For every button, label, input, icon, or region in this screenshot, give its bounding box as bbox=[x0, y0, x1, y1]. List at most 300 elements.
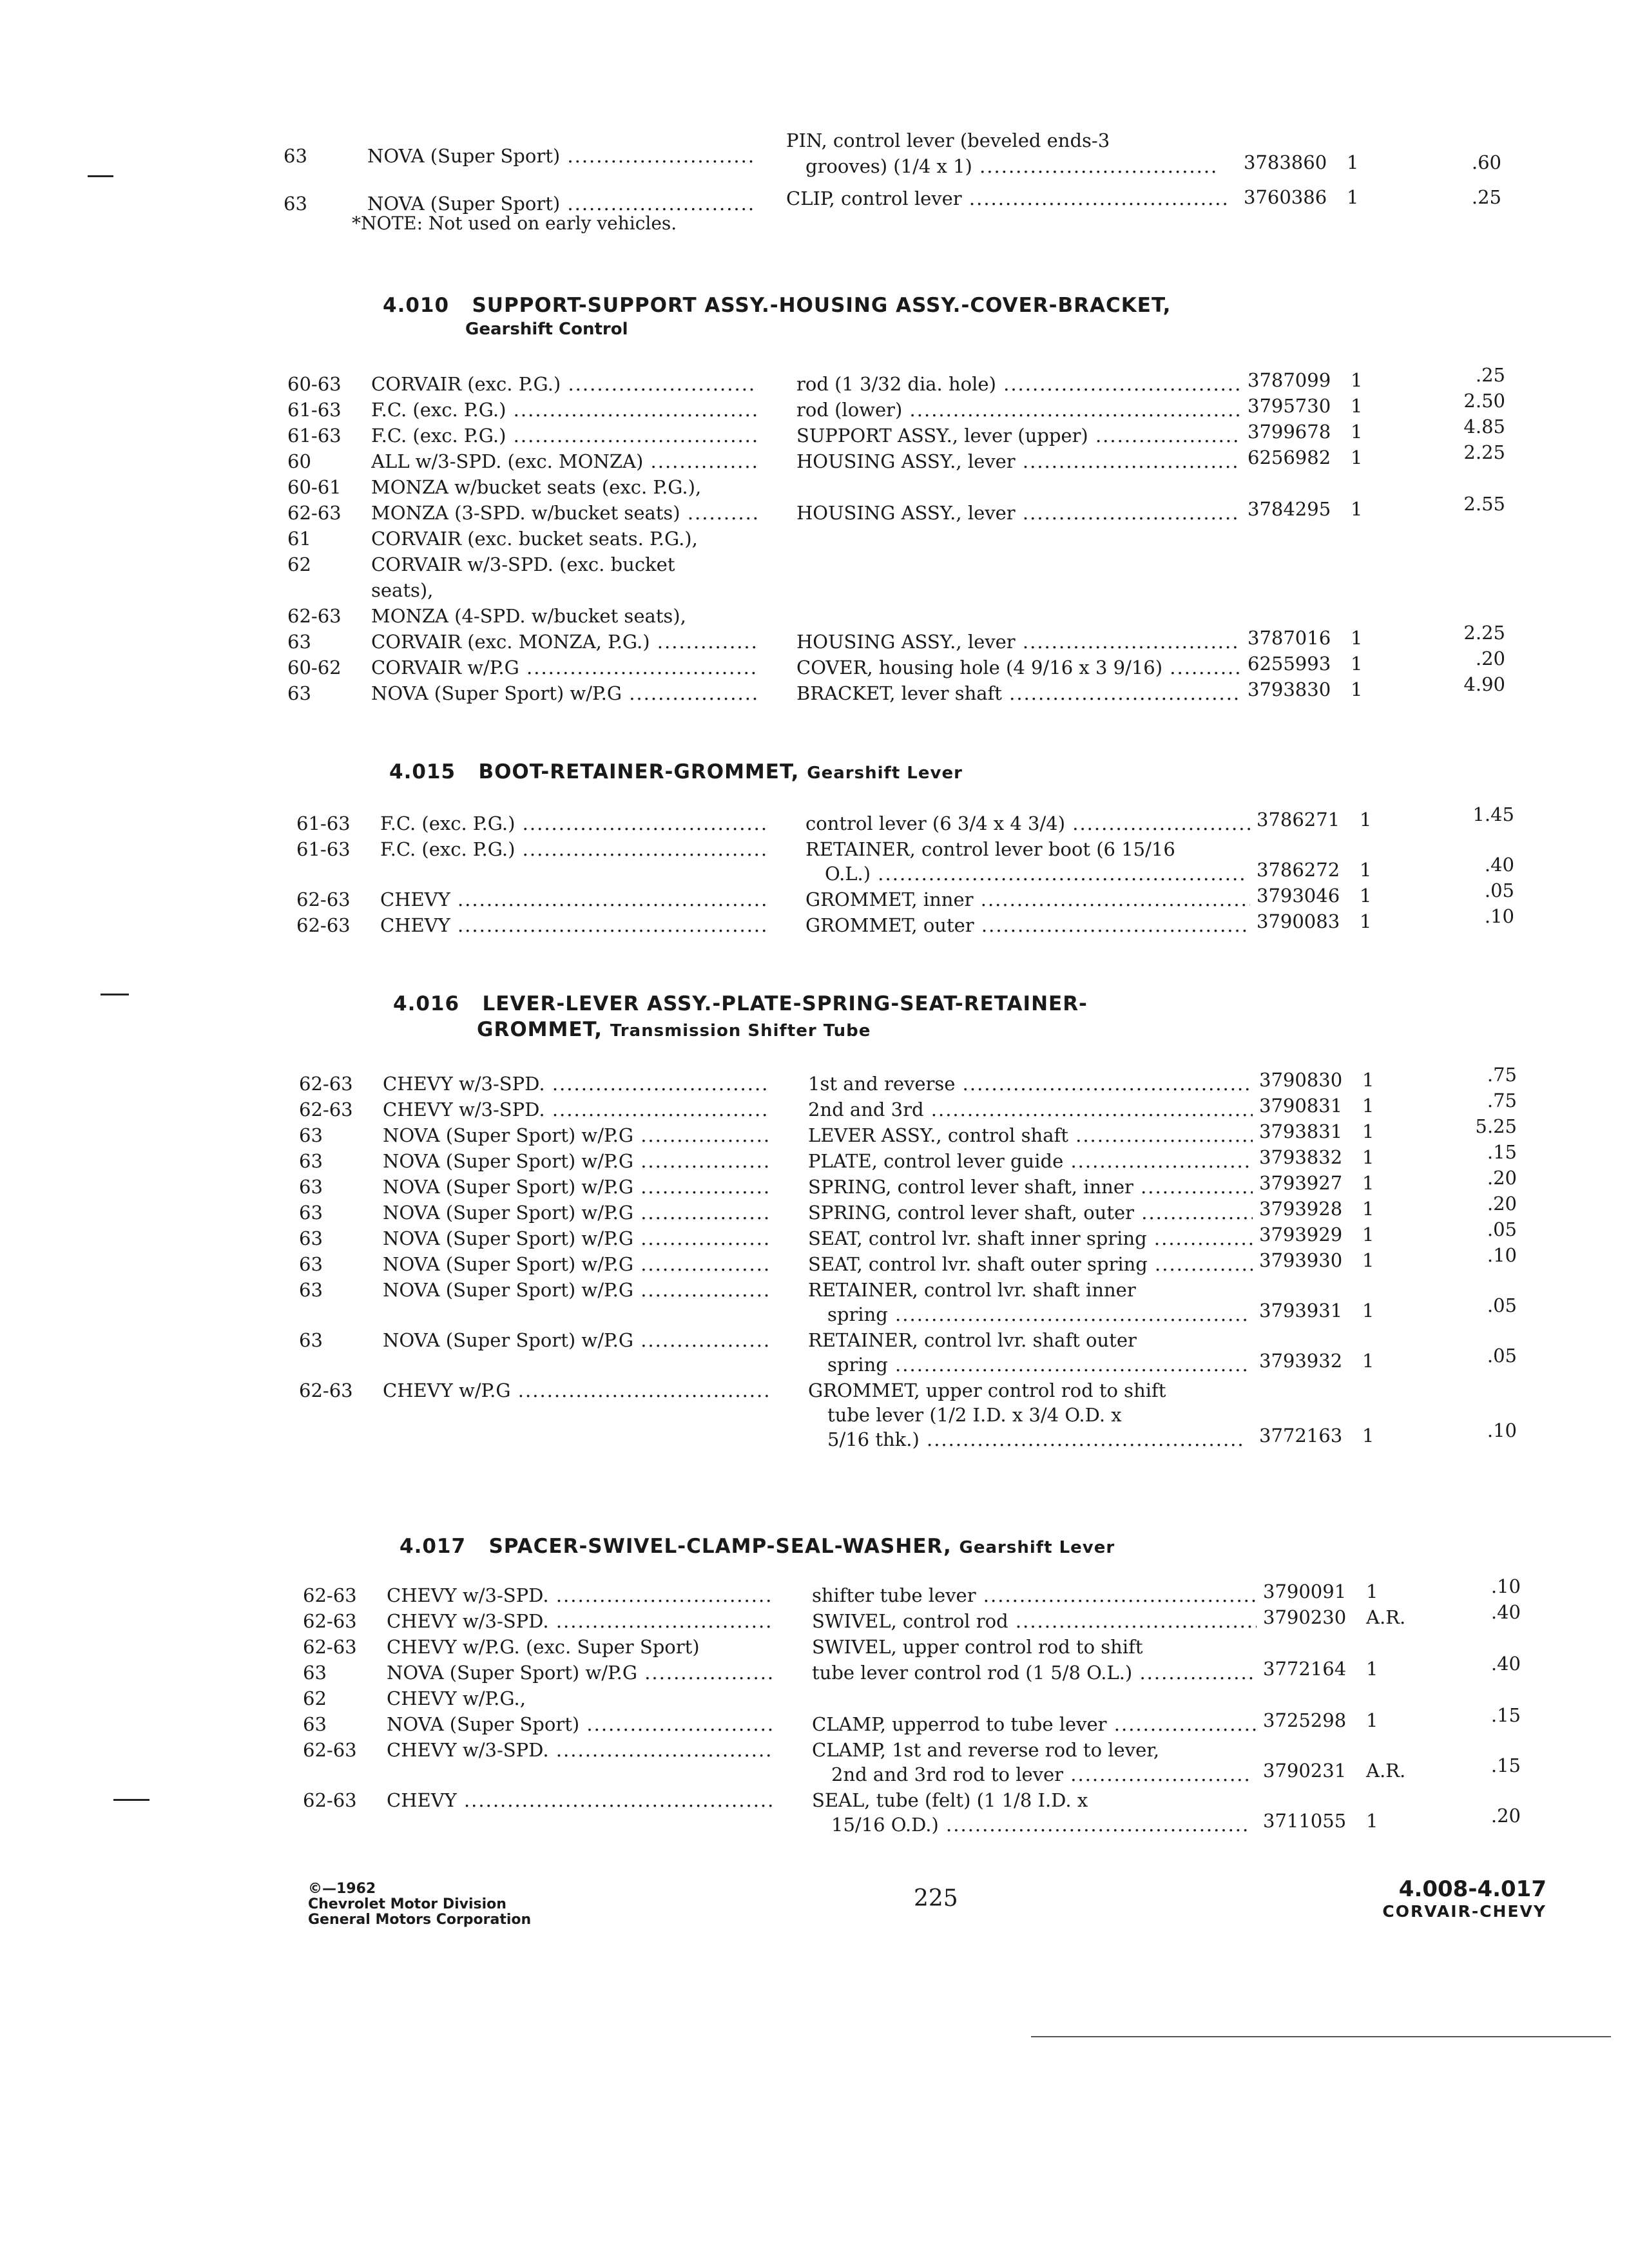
year-cell: 63 bbox=[299, 1227, 323, 1249]
year-cell: 63 bbox=[299, 1124, 323, 1146]
part-number-cell: 3790830 bbox=[1259, 1069, 1343, 1091]
part-number-cell: 3784295 bbox=[1248, 498, 1331, 520]
parts-row bbox=[299, 1277, 1523, 1325]
price-cell: .10 bbox=[1487, 1419, 1517, 1441]
part-number-cell: 3790831 bbox=[1259, 1095, 1343, 1117]
year-cell: 62-63 bbox=[303, 1636, 357, 1658]
description-cell bbox=[808, 1327, 1253, 1353]
application-text: CHEVY w/P.G bbox=[383, 1379, 511, 1401]
year-cell: 63 bbox=[299, 1176, 323, 1198]
year-cell: 60-61 bbox=[287, 476, 342, 498]
price-cell: .75 bbox=[1487, 1064, 1517, 1086]
part-number-cell: 3799678 bbox=[1248, 421, 1331, 443]
parts-row bbox=[303, 1704, 1527, 1737]
application-text: CHEVY w/3-SPD. bbox=[383, 1099, 545, 1120]
year-cell: 61-63 bbox=[287, 425, 342, 447]
application-text: seats), bbox=[371, 579, 434, 601]
scan-mark bbox=[101, 994, 129, 995]
year-cell: 62-63 bbox=[287, 605, 342, 627]
price-cell: .40 bbox=[1490, 1601, 1521, 1623]
price-cell: .20 bbox=[1490, 1805, 1521, 1827]
section-number: 4.015 bbox=[389, 760, 456, 783]
quantity-cell: 1 bbox=[1360, 809, 1372, 831]
quantity-cell: 1 bbox=[1362, 1146, 1374, 1168]
description-cell bbox=[812, 1608, 1257, 1634]
description-text: SEAT, control lvr. shaft inner spring bbox=[808, 1227, 1147, 1249]
description-text: HOUSING ASSY., lever bbox=[796, 631, 1016, 653]
description-cell: CLIP, control lever ..... bbox=[786, 186, 1231, 211]
description-text: shifter tube lever bbox=[812, 1584, 976, 1606]
application-text: NOVA (Super Sport) w/P.G bbox=[383, 1279, 633, 1301]
year-cell: 62-63 bbox=[303, 1789, 357, 1811]
price-cell: .20 bbox=[1487, 1193, 1517, 1215]
description-cell bbox=[812, 1582, 1257, 1608]
part-number-cell: 3790230 bbox=[1263, 1606, 1347, 1628]
part-number-cell: 3790231 bbox=[1263, 1760, 1347, 1782]
price-cell: .20 bbox=[1487, 1167, 1517, 1189]
application-text: F.C. (exc. P.G.) bbox=[371, 399, 506, 421]
year-cell: 63 bbox=[299, 1253, 323, 1275]
price-cell: .15 bbox=[1487, 1141, 1517, 1163]
description-text: SWIVEL, control rod bbox=[812, 1610, 1008, 1632]
section-title: BOOT-RETAINER-GROMMET, bbox=[478, 760, 800, 783]
quantity-cell: 1 bbox=[1360, 885, 1372, 907]
description-text: tube lever (1/2 I.D. x 3/4 O.D. x bbox=[827, 1404, 1122, 1426]
price-cell: .40 bbox=[1484, 854, 1514, 876]
description-cell bbox=[812, 1737, 1257, 1763]
description-text: spring bbox=[827, 1354, 888, 1376]
part-number-cell: 3793930 bbox=[1259, 1249, 1343, 1271]
quantity-cell: 1 bbox=[1366, 1581, 1378, 1602]
application-cell bbox=[383, 1251, 769, 1277]
section-heading bbox=[393, 992, 1088, 1015]
part-number-cell: 3793931 bbox=[1259, 1300, 1343, 1321]
part-number-cell: 3793046 bbox=[1257, 885, 1340, 907]
section-title-cont: GROMMET, bbox=[477, 1018, 603, 1041]
section-title: SUPPORT-SUPPORT ASSY.-HOUSING ASSY.-COVER-BRACKET, bbox=[472, 294, 1171, 317]
section-subtitle: Gearshift Lever bbox=[807, 764, 963, 783]
application-cell bbox=[371, 448, 758, 474]
description-cell bbox=[827, 1427, 1246, 1452]
section-heading bbox=[389, 760, 963, 783]
part-number-cell: 3760386 bbox=[1244, 186, 1327, 208]
description-text: GROMMET, inner bbox=[805, 889, 974, 910]
quantity-cell: 1 bbox=[1362, 1198, 1374, 1220]
application-text: NOVA (Super Sport) w/P.G bbox=[383, 1202, 633, 1224]
description-cell bbox=[796, 397, 1241, 423]
part-number-cell: 6255993 bbox=[1248, 653, 1331, 675]
description-text: 5/16 thk.) bbox=[827, 1428, 920, 1450]
quantity-cell: 1 bbox=[1351, 369, 1363, 391]
description-cell bbox=[812, 1660, 1257, 1686]
part-number-cell: 3793832 bbox=[1259, 1146, 1343, 1168]
application-text: CHEVY w/P.G. (exc. Super Sport) bbox=[387, 1636, 700, 1658]
description-cell bbox=[808, 1097, 1253, 1122]
section-number: 4.010 bbox=[383, 294, 450, 317]
copyright: ©—1962 bbox=[308, 1881, 376, 1897]
price-cell: .25 bbox=[1471, 186, 1501, 208]
application-text: NOVA (Super Sport) w/P.G bbox=[387, 1662, 637, 1684]
year-cell: 62-63 bbox=[303, 1739, 357, 1761]
application-text: F.C. (exc. P.G.) bbox=[371, 425, 506, 447]
part-number-cell: 3772164 bbox=[1263, 1658, 1347, 1680]
application-text: CHEVY bbox=[380, 914, 450, 936]
parts-row bbox=[287, 552, 1512, 577]
parts-row bbox=[287, 673, 1512, 706]
part-number-cell: 3793831 bbox=[1259, 1120, 1343, 1142]
description-text: SPRING, control lever shaft, outer bbox=[808, 1202, 1135, 1224]
quantity-cell: 1 bbox=[1360, 859, 1372, 881]
description-text: GROMMET, upper control rod to shift bbox=[808, 1379, 1166, 1401]
part-number-cell: 3786271 bbox=[1257, 809, 1340, 831]
quantity-cell: A.R. bbox=[1366, 1606, 1406, 1628]
description-cell bbox=[808, 1225, 1253, 1251]
year-cell: 61 bbox=[287, 528, 311, 550]
year-cell: 62-63 bbox=[303, 1584, 357, 1606]
part-number-cell: 3772163 bbox=[1259, 1425, 1343, 1446]
price-cell: .05 bbox=[1487, 1345, 1517, 1367]
quantity-cell: 1 bbox=[1362, 1120, 1374, 1142]
description-cell bbox=[796, 655, 1241, 680]
scan-mark bbox=[88, 175, 113, 177]
application-cell bbox=[371, 371, 758, 397]
description-text: BRACKET, lever shaft bbox=[796, 682, 1002, 704]
description-cell bbox=[812, 1711, 1257, 1737]
application-text: CHEVY bbox=[380, 889, 450, 910]
description-cell-cont: grooves) (1/4 x 1) ..... bbox=[805, 153, 1218, 179]
price-cell: .25 bbox=[1475, 364, 1505, 386]
application-text: MONZA (3-SPD. w/bucket seats) bbox=[371, 502, 680, 524]
price-cell: .05 bbox=[1487, 1294, 1517, 1316]
part-number-cell: 3793830 bbox=[1248, 678, 1331, 700]
description-cell bbox=[831, 1762, 1250, 1787]
year-cell: 63 bbox=[287, 631, 311, 653]
application-cell bbox=[380, 887, 767, 912]
year-cell: 62 bbox=[287, 553, 311, 575]
application-cell bbox=[371, 423, 758, 448]
part-number-cell: 3793928 bbox=[1259, 1198, 1343, 1220]
application-cell bbox=[383, 1225, 769, 1251]
description-cell bbox=[796, 371, 1241, 397]
description-cell bbox=[805, 836, 1250, 862]
description-cell bbox=[812, 1634, 1257, 1660]
quantity-cell: 1 bbox=[1362, 1172, 1374, 1194]
application-cell bbox=[387, 1787, 773, 1813]
description-text: LEVER ASSY., control shaft bbox=[808, 1124, 1068, 1146]
application-text: ALL w/3-SPD. (exc. MONZA) bbox=[371, 450, 644, 472]
parts-row bbox=[303, 1601, 1527, 1634]
page-number: 225 bbox=[914, 1885, 958, 1912]
part-number-cell: 3793927 bbox=[1259, 1172, 1343, 1194]
part-number-cell: 3793932 bbox=[1259, 1350, 1343, 1372]
parts-row bbox=[303, 1787, 1527, 1836]
description-text: 1st and reverse bbox=[808, 1073, 956, 1095]
quantity-cell: 1 bbox=[1362, 1095, 1374, 1117]
application-cell: NOVA (Super Sport) ..... bbox=[367, 143, 754, 169]
description-text: CLAMP, 1st and reverse rod to lever, bbox=[812, 1739, 1160, 1761]
year-cell: 63 bbox=[299, 1150, 323, 1172]
price-cell: 2.25 bbox=[1463, 622, 1505, 644]
parts-row bbox=[303, 1653, 1527, 1686]
application-text: CORVAIR w/3-SPD. (exc. bucket bbox=[371, 553, 675, 575]
description-cell bbox=[805, 811, 1250, 836]
year-cell: 62-63 bbox=[296, 889, 351, 910]
price-cell: 5.25 bbox=[1475, 1115, 1517, 1137]
quantity-cell: 1 bbox=[1362, 1224, 1374, 1245]
application-cell bbox=[371, 397, 758, 423]
application-cell bbox=[380, 836, 767, 862]
application-cell bbox=[371, 474, 758, 500]
quantity-cell: 1 bbox=[1347, 151, 1359, 173]
description-text: HOUSING ASSY., lever bbox=[796, 502, 1016, 524]
parts-row bbox=[287, 526, 1512, 552]
description-text: SWIVEL, upper control rod to shift bbox=[812, 1636, 1143, 1658]
year-cell: 61-63 bbox=[287, 399, 342, 421]
application-cell bbox=[371, 603, 758, 629]
year-cell: 62 bbox=[303, 1687, 327, 1709]
year-cell: 62-63 bbox=[299, 1073, 353, 1095]
footnote: *NOTE: Not used on early vehicles. bbox=[352, 213, 677, 234]
description-text: spring bbox=[827, 1303, 888, 1325]
parts-row bbox=[299, 1378, 1523, 1450]
part-number-cell: 3725298 bbox=[1263, 1709, 1347, 1731]
application-cell bbox=[371, 552, 758, 577]
price-cell: .40 bbox=[1490, 1653, 1521, 1675]
application-text: NOVA (Super Sport) w/P.G bbox=[371, 682, 622, 704]
part-number-cell: 3795730 bbox=[1248, 395, 1331, 417]
quantity-cell: 1 bbox=[1366, 1658, 1378, 1680]
application-cell bbox=[383, 1327, 769, 1353]
parts-row bbox=[299, 1244, 1523, 1277]
application-text: CORVAIR (exc. bucket seats. P.G.), bbox=[371, 528, 698, 550]
description-cell bbox=[805, 912, 1250, 938]
application-text: NOVA (Super Sport) w/P.G bbox=[383, 1176, 633, 1198]
description-text: 15/16 O.D.) bbox=[831, 1814, 939, 1836]
application-text: F.C. (exc. P.G.) bbox=[380, 812, 516, 834]
application-cell bbox=[387, 1660, 773, 1686]
application-text: NOVA (Super Sport) w/P.G bbox=[383, 1329, 633, 1351]
price-cell: 2.55 bbox=[1463, 493, 1505, 515]
description-text: HOUSING ASSY., lever bbox=[796, 450, 1016, 472]
corporation: General Motors Corporation bbox=[308, 1912, 532, 1928]
description-cell bbox=[827, 1402, 1246, 1428]
year-cell: 63 bbox=[303, 1713, 327, 1735]
parts-row bbox=[296, 836, 1521, 885]
price-cell: 4.85 bbox=[1463, 416, 1505, 437]
description-text: RETAINER, control lever boot (6 15/16 bbox=[805, 838, 1175, 860]
description-text: 2nd and 3rd rod to lever bbox=[831, 1763, 1064, 1785]
year-cell: 61-63 bbox=[296, 838, 351, 860]
description-text: CLAMP, upperrod to tube lever bbox=[812, 1713, 1107, 1735]
description-cell bbox=[796, 680, 1241, 706]
quantity-cell: 1 bbox=[1366, 1810, 1378, 1832]
application-text: CHEVY w/3-SPD. bbox=[387, 1584, 549, 1606]
section-heading-cont bbox=[477, 1018, 871, 1041]
quantity-cell: 1 bbox=[1351, 627, 1363, 649]
price-cell: .10 bbox=[1487, 1244, 1517, 1266]
description-cell bbox=[808, 1071, 1253, 1097]
quantity-cell: 1 bbox=[1360, 910, 1372, 932]
application-cell bbox=[387, 1686, 773, 1711]
quantity-cell: 1 bbox=[1351, 395, 1363, 417]
application-text: CHEVY bbox=[387, 1789, 457, 1811]
description-text: SPRING, control lever shaft, inner bbox=[808, 1176, 1133, 1198]
application-cell bbox=[383, 1122, 769, 1148]
application-text: NOVA (Super Sport) bbox=[387, 1713, 580, 1735]
price-cell: 4.90 bbox=[1463, 673, 1505, 695]
part-number-cell: 3790091 bbox=[1263, 1581, 1347, 1602]
section-subtitle: Gearshift Lever bbox=[959, 1538, 1115, 1557]
application-text: MONZA w/bucket seats (exc. P.G.), bbox=[371, 476, 702, 498]
application-text: CHEVY w/P.G., bbox=[387, 1687, 526, 1709]
application-cell bbox=[387, 1608, 773, 1634]
description-text: rod (lower) bbox=[796, 399, 903, 421]
part-number-cell: 3793929 bbox=[1259, 1224, 1343, 1245]
year-cell: 62-63 bbox=[287, 502, 342, 524]
section-number: 4.016 bbox=[393, 992, 460, 1015]
application-cell bbox=[383, 1148, 769, 1174]
application-cell bbox=[371, 629, 758, 655]
description-cell bbox=[808, 1277, 1253, 1303]
description-cell bbox=[808, 1174, 1253, 1200]
quantity-cell: 1 bbox=[1351, 678, 1363, 700]
year-cell: 62-63 bbox=[299, 1099, 353, 1120]
application-cell bbox=[383, 1200, 769, 1225]
description-text: RETAINER, control lvr. shaft inner bbox=[808, 1279, 1136, 1301]
description-cell bbox=[827, 1302, 1246, 1327]
quantity-cell: A.R. bbox=[1366, 1760, 1406, 1782]
description-cell bbox=[808, 1122, 1253, 1148]
application-cell bbox=[383, 1378, 769, 1403]
section-subtitle: Transmission Shifter Tube bbox=[610, 1021, 871, 1041]
description-cell bbox=[827, 1352, 1246, 1378]
year-cell: 62-63 bbox=[296, 914, 351, 936]
year-cell: 62-63 bbox=[299, 1379, 353, 1401]
application-cell bbox=[383, 1097, 769, 1122]
part-number-cell: 3783860 bbox=[1244, 151, 1327, 173]
section-title: LEVER-LEVER ASSY.-PLATE-SPRING-SEAT-RETAINER- bbox=[482, 992, 1088, 1015]
application-text: NOVA (Super Sport) w/P.G bbox=[383, 1124, 633, 1146]
application-cell bbox=[383, 1174, 769, 1200]
price-cell: .75 bbox=[1487, 1090, 1517, 1111]
application-text: MONZA (4-SPD. w/bucket seats), bbox=[371, 605, 686, 627]
price-cell: .05 bbox=[1484, 879, 1514, 901]
part-number-cell: 3787099 bbox=[1248, 369, 1331, 391]
application-cell bbox=[371, 577, 758, 603]
application-cell bbox=[383, 1071, 769, 1097]
scan-mark bbox=[113, 1799, 149, 1801]
description-cell bbox=[796, 629, 1241, 655]
application-cell bbox=[387, 1711, 773, 1737]
description-text: tube lever control rod (1 5/8 O.L.) bbox=[812, 1662, 1133, 1684]
application-text: CORVAIR (exc. MONZA, P.G.) bbox=[371, 631, 650, 653]
price-cell: .15 bbox=[1490, 1704, 1521, 1726]
price-cell: 1.45 bbox=[1472, 803, 1514, 825]
part-number-cell: 3786272 bbox=[1257, 859, 1340, 881]
application-cell bbox=[371, 500, 758, 526]
year-cell: 63 bbox=[287, 682, 311, 704]
description-cell bbox=[808, 1251, 1253, 1277]
quantity-cell: 1 bbox=[1362, 1249, 1374, 1271]
description-cell bbox=[808, 1148, 1253, 1174]
description-text: PLATE, control lever guide bbox=[808, 1150, 1064, 1172]
description-text: O.L.) bbox=[825, 863, 871, 885]
description-cell bbox=[825, 861, 1244, 887]
division: Chevrolet Motor Division bbox=[308, 1896, 506, 1912]
application-text: CHEVY w/3-SPD. bbox=[387, 1610, 549, 1632]
parts-row bbox=[299, 1327, 1523, 1376]
description-text: SEAT, control lvr. shaft outer spring bbox=[808, 1253, 1148, 1275]
description-text: rod (1 3/32 dia. hole) bbox=[796, 373, 996, 395]
year-cell: 63 bbox=[299, 1202, 323, 1224]
parts-row bbox=[287, 441, 1512, 474]
description-text: 2nd and 3rd bbox=[808, 1099, 924, 1120]
section-number: 4.017 bbox=[400, 1535, 467, 1558]
description-cell bbox=[805, 887, 1250, 912]
quantity-cell: 1 bbox=[1362, 1425, 1374, 1446]
quantity-cell: 1 bbox=[1362, 1069, 1374, 1091]
year-cell: 60-63 bbox=[287, 373, 342, 395]
description-text: GROMMET, outer bbox=[805, 914, 974, 936]
parts-row bbox=[287, 577, 1512, 603]
quantity-cell: 1 bbox=[1362, 1350, 1374, 1372]
scan-rule bbox=[1031, 2036, 1611, 2037]
price-cell: .60 bbox=[1471, 151, 1501, 173]
year-cell: 63 bbox=[299, 1329, 323, 1351]
application-text: NOVA (Super Sport) w/P.G bbox=[383, 1150, 633, 1172]
part-number-cell: 3711055 bbox=[1263, 1810, 1347, 1832]
description-cell bbox=[812, 1787, 1257, 1813]
application-text: CHEVY w/3-SPD. bbox=[387, 1739, 549, 1761]
price-cell: .10 bbox=[1490, 1575, 1521, 1597]
description-cell bbox=[831, 1812, 1250, 1838]
quantity-cell: 1 bbox=[1351, 653, 1363, 675]
part-number-cell: 3790083 bbox=[1257, 910, 1340, 932]
application-cell bbox=[371, 680, 758, 706]
description-cell bbox=[796, 423, 1241, 448]
year-cell: 60-62 bbox=[287, 657, 342, 678]
year-cell: 62-63 bbox=[303, 1610, 357, 1632]
parts-row bbox=[296, 803, 1521, 836]
quantity-cell: 1 bbox=[1362, 1300, 1374, 1321]
section-range: 4.008-4.017 bbox=[1398, 1876, 1547, 1902]
description-text: SEAL, tube (felt) (1 1/8 I.D. x bbox=[812, 1789, 1088, 1811]
quantity-cell: 1 bbox=[1351, 447, 1363, 468]
parts-row bbox=[296, 905, 1521, 938]
year-cell: 63 bbox=[284, 193, 307, 215]
quantity-cell: 1 bbox=[1347, 186, 1359, 208]
year-cell: 63 bbox=[284, 145, 307, 167]
page-range-block bbox=[1382, 1876, 1547, 1921]
price-cell: 2.50 bbox=[1463, 390, 1505, 412]
price-cell: .15 bbox=[1490, 1754, 1521, 1776]
application-cell bbox=[371, 655, 758, 680]
application-text: NOVA (Super Sport) w/P.G bbox=[383, 1227, 633, 1249]
parts-row bbox=[303, 1737, 1527, 1785]
year-cell: 60 bbox=[287, 450, 311, 472]
description-cell bbox=[796, 448, 1241, 474]
quantity-cell: 1 bbox=[1351, 498, 1363, 520]
parts-row bbox=[284, 130, 1508, 177]
part-number-cell: 6256982 bbox=[1248, 447, 1331, 468]
application-cell bbox=[387, 1582, 773, 1608]
year-cell: 63 bbox=[299, 1279, 323, 1301]
application-cell bbox=[371, 526, 758, 552]
section-heading bbox=[400, 1535, 1115, 1558]
quantity-cell: 1 bbox=[1351, 421, 1363, 443]
description-text: RETAINER, control lvr. shaft outer bbox=[808, 1329, 1137, 1351]
application-cell: NOVA (Super Sport) ..... bbox=[367, 191, 754, 216]
